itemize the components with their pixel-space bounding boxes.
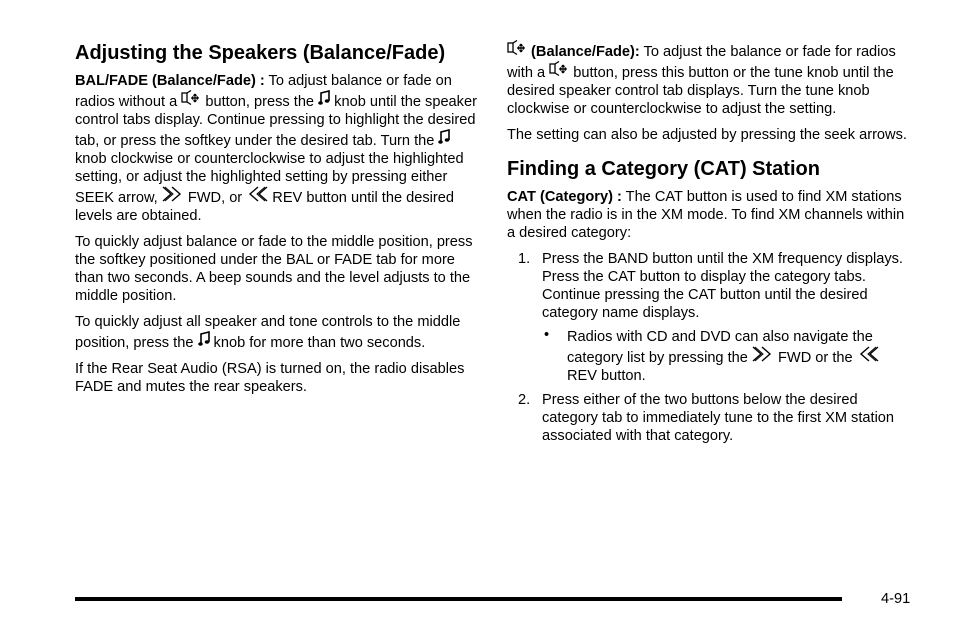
list-item xyxy=(507,250,912,385)
seek-reverse-icon xyxy=(857,346,879,362)
all-controls-text-1: To quickly adjust all speaker and tone controls to the middle position, press the xyxy=(75,314,461,351)
music-note-knob-icon xyxy=(438,129,450,145)
step-text: Press the BAND button until the XM frequency displays. Press the CAT button to display the category tabs. Continue pressing the CAT button until the desired category name displays. xyxy=(542,251,903,321)
bal-fade-text-2: button, press the xyxy=(201,94,319,110)
bal-fade-label: BAL/FADE (Balance/Fade) : xyxy=(75,73,265,89)
cat-text: The CAT button is used to find XM stations when the radio is in the XM mode. To find XM channels within a desired category: xyxy=(507,189,905,241)
step-number: 2. xyxy=(518,392,531,408)
bal-fade-paragraph xyxy=(75,72,480,225)
left-column xyxy=(75,40,480,404)
bullet-mark: • xyxy=(544,327,550,343)
section-heading-balance-fade: Adjusting the Speakers (Balance/Fade) xyxy=(75,42,446,64)
music-note-knob-icon xyxy=(198,331,210,347)
balance-fade-icon xyxy=(549,61,569,77)
cat-paragraph xyxy=(507,188,912,242)
step-number: 1. xyxy=(518,251,531,267)
middle-position-paragraph: To quickly adjust balance or fade to the middle position, press the softkey positioned under the BAL or FADE tab for more than two seconds. A beep sounds and the level adjusts to the middle position. xyxy=(75,234,473,304)
balance-fade-icon xyxy=(181,90,201,106)
balance-fade-text-2: button, press this button or the tune knob until the desired speaker control tab displays. Turn the tune knob clockwise or counterclockwise to adjust the setting. xyxy=(507,65,894,117)
step-bullet-list xyxy=(542,328,912,385)
cat-label: CAT (Category) : xyxy=(507,189,622,205)
page-number: 4-91 xyxy=(881,591,911,607)
all-controls-paragraph xyxy=(75,313,480,352)
footer-rule xyxy=(75,597,842,601)
balance-fade-icon xyxy=(507,40,527,56)
bal-fade-text-1: To adjust balance or fade on radios without a xyxy=(75,73,452,110)
seek-arrows-paragraph: The setting can also be adjusted by pressing the seek arrows. xyxy=(507,127,907,143)
bullet-text-1: Radios with CD and DVD can also navigate the category list by pressing the xyxy=(567,329,873,366)
rsa-paragraph: If the Rear Seat Audio (RSA) is turned on, the radio disables FADE and mutes the rear speakers. xyxy=(75,361,465,395)
right-column xyxy=(507,40,912,451)
bal-fade-text-3: knob until the speaker control tabs display. Continue pressing to highlight the desired tab, or press the softkey under the desired tab. Turn the xyxy=(75,94,477,149)
cat-steps-list xyxy=(507,250,912,445)
bal-fade-text-4: knob clockwise or counterclockwise to adjust the highlighted setting, or adjust the highlighted setting by pressing either SEEK arrow, xyxy=(75,151,464,206)
step-text: Press either of the two buttons below the desired category tab to immediately tune to the first XM station associated with that category. xyxy=(542,392,895,444)
all-controls-text-2: knob for more than two seconds. xyxy=(209,335,426,351)
balance-fade-button-paragraph xyxy=(507,40,912,118)
section-heading-cat-station: Finding a Category (CAT) Station xyxy=(507,158,820,180)
seek-forward-icon xyxy=(162,186,184,202)
balance-fade-label: (Balance/Fade): xyxy=(527,44,640,60)
bal-fade-text-5: FWD, or xyxy=(183,190,247,206)
bullet-text-2: FWD or the xyxy=(773,350,857,366)
music-note-knob-icon xyxy=(318,90,330,106)
bullet-text-3: REV button. xyxy=(567,368,646,384)
balance-fade-text-1: To adjust the balance or fade for radios with a xyxy=(507,44,896,81)
seek-reverse-icon xyxy=(246,186,268,202)
bal-fade-text-6: REV button until the desired levels are obtained. xyxy=(75,190,455,224)
list-item xyxy=(542,328,912,385)
list-item xyxy=(507,391,912,445)
seek-forward-icon xyxy=(752,346,774,362)
